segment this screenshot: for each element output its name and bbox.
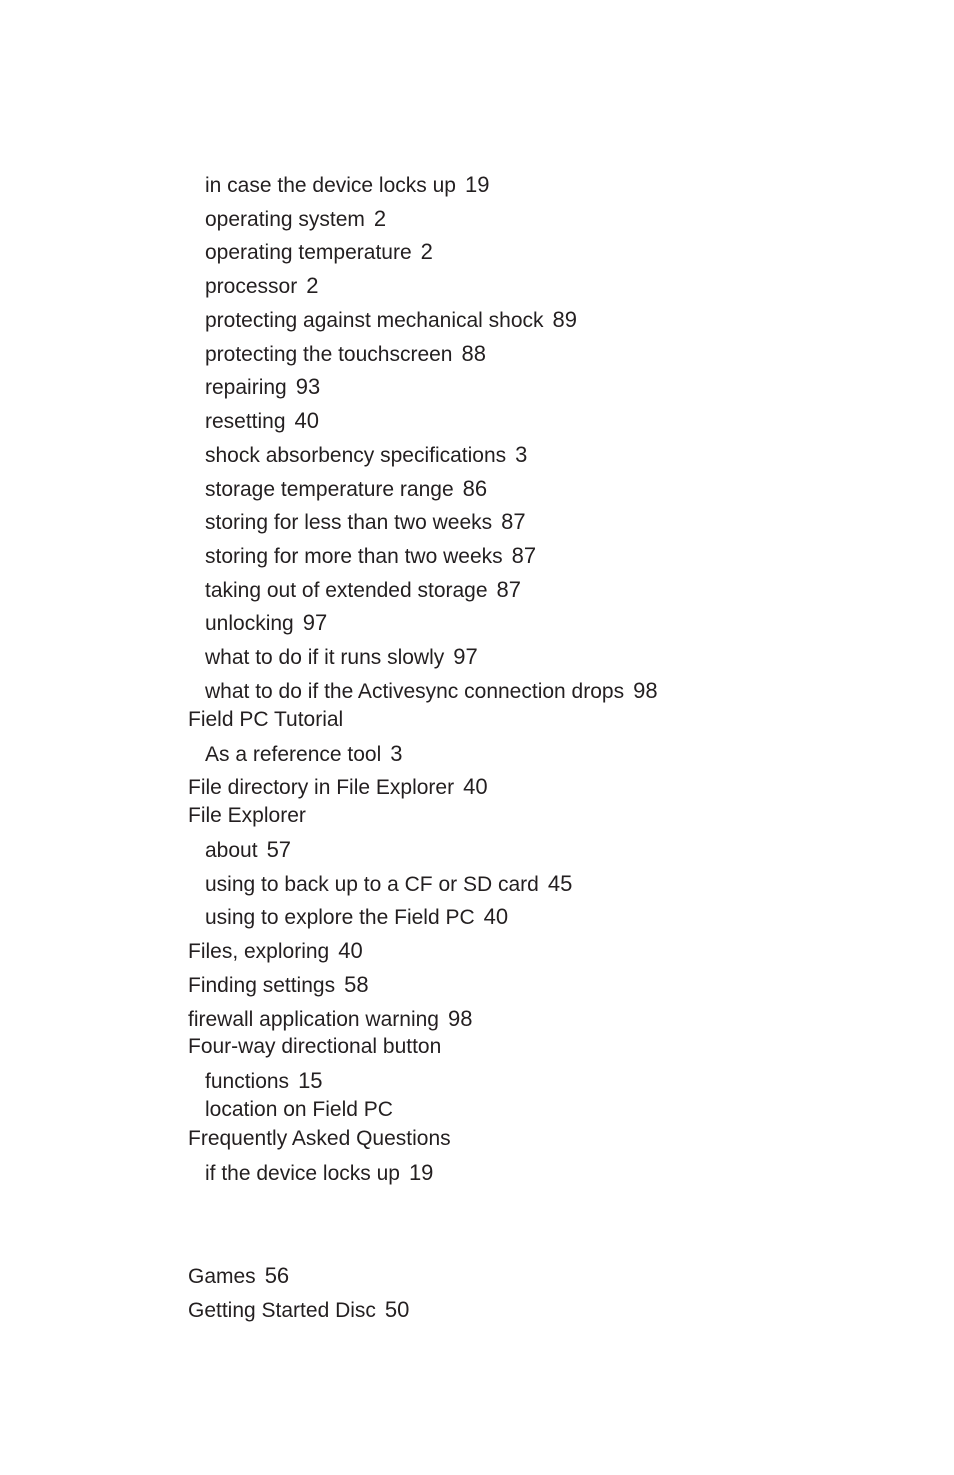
- index-term: storage temperature range: [205, 478, 454, 501]
- index-entry: [205, 1098, 393, 1122]
- page-number: 19: [408, 1160, 434, 1185]
- index-term: repairing: [205, 376, 287, 399]
- index-entry: [205, 207, 386, 232]
- index-term: protecting against mechanical shock: [205, 309, 544, 332]
- page-number: 89: [552, 307, 578, 332]
- index-term: using to back up to a CF or SD card: [205, 873, 539, 896]
- index-term: Games: [188, 1265, 256, 1288]
- index-entry: [188, 939, 363, 964]
- page-number: 97: [453, 644, 478, 669]
- index-entry: [205, 240, 433, 265]
- page-number: 93: [295, 374, 321, 399]
- index-entry: [205, 510, 526, 535]
- index-entry: [205, 308, 577, 333]
- index-entry: [188, 708, 343, 732]
- index-entry: [188, 1298, 409, 1323]
- index-entry: [188, 775, 488, 800]
- index-term: processor: [205, 275, 298, 298]
- index-term: Files, exploring: [188, 940, 330, 963]
- index-entry: [205, 872, 572, 897]
- index-term: what to do if it runs slowly: [205, 646, 445, 669]
- index-entry: [205, 274, 318, 299]
- page-number: 97: [302, 610, 328, 635]
- page-number: 98: [633, 678, 658, 703]
- index-entry: [205, 742, 403, 767]
- index-term: operating temperature: [205, 241, 412, 264]
- index-term: Frequently Asked Questions: [188, 1127, 451, 1150]
- page-number: 57: [266, 837, 292, 862]
- index-term: As a reference tool: [205, 743, 382, 766]
- index-entry: [205, 905, 508, 930]
- index-term: storing for less than two weeks: [205, 511, 493, 534]
- index-term: File directory in File Explorer: [188, 776, 455, 799]
- page-number: 15: [298, 1068, 323, 1093]
- page-number: 50: [384, 1297, 410, 1322]
- index-entry: [188, 1127, 451, 1151]
- index-entry: [205, 375, 320, 400]
- page-number: 2: [306, 273, 319, 298]
- page-number: 87: [511, 543, 537, 568]
- index-entry: [205, 645, 478, 670]
- index-term: what to do if the Activesync connection drops: [205, 680, 625, 703]
- page-number: 87: [501, 509, 526, 534]
- index-entry: [205, 1161, 433, 1186]
- page-number: 98: [447, 1006, 473, 1031]
- page-number: 3: [515, 442, 528, 467]
- page-number: 40: [483, 904, 509, 929]
- index-term: functions: [205, 1070, 290, 1093]
- index-entry: [205, 477, 487, 502]
- index-term: if the device locks up: [205, 1162, 400, 1185]
- index-term: shock absorbency specifications: [205, 444, 507, 467]
- page-number: 88: [461, 341, 486, 366]
- index-entry: [205, 611, 327, 636]
- index-term: about: [205, 839, 258, 862]
- index-entry: [188, 1007, 472, 1032]
- index-term: in case the device locks up: [205, 174, 456, 197]
- index-entry: [205, 838, 291, 863]
- index-term: Finding settings: [188, 974, 336, 997]
- index-term: Field PC Tutorial: [188, 708, 344, 731]
- index-entry: [205, 443, 527, 468]
- index-term: storing for more than two weeks: [205, 545, 503, 568]
- index-entry: [205, 342, 486, 367]
- page-number: 2: [420, 239, 433, 264]
- index-entry: [205, 578, 521, 603]
- page-number: 87: [496, 577, 522, 602]
- page-number: 40: [338, 938, 363, 963]
- index-term: unlocking: [205, 612, 294, 635]
- page-number: 40: [294, 408, 320, 433]
- index-entry: [188, 804, 306, 828]
- index-entry: [205, 544, 536, 569]
- page-number: 19: [464, 172, 490, 197]
- index-entry: [205, 173, 489, 198]
- index-term: taking out of extended storage: [205, 579, 488, 602]
- page-number: 56: [264, 1263, 290, 1288]
- index-term: using to explore the Field PC: [205, 906, 475, 929]
- index-term: File Explorer: [188, 804, 306, 827]
- index-term: firewall application warning: [188, 1008, 439, 1031]
- index-term: protecting the touchscreen: [205, 343, 453, 366]
- index-term: operating system: [205, 208, 365, 231]
- index-entry: [188, 1035, 441, 1059]
- page-number: 86: [462, 476, 488, 501]
- page-number: 3: [390, 741, 403, 766]
- index-entry: [188, 973, 369, 998]
- index-entry: [205, 409, 319, 434]
- index-entry: [205, 679, 658, 704]
- page-number: 40: [463, 774, 488, 799]
- page-number: 58: [344, 972, 369, 997]
- index-term: location on Field PC: [205, 1098, 393, 1121]
- page-number: 2: [373, 206, 387, 231]
- index-term: resetting: [205, 410, 286, 433]
- page-number: 45: [547, 871, 573, 896]
- index-entry: [188, 1264, 289, 1289]
- index-term: Getting Started Disc: [188, 1299, 376, 1322]
- index-term: Four-way directional button: [188, 1035, 442, 1058]
- index-entry: [205, 1069, 323, 1094]
